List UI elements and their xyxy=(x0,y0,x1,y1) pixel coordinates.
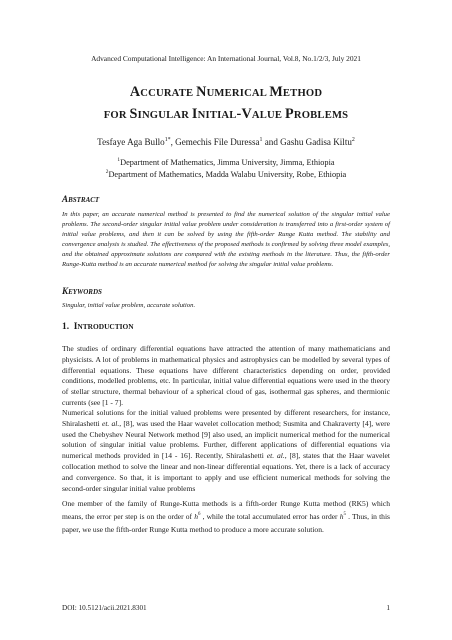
journal-header: Advanced Computational Intelligence: An International Journal, Vol.8, No.1/2/3, July 2021 xyxy=(91,54,361,63)
title-line-1: ACCURATE NUMERICAL METHOD xyxy=(129,84,323,100)
affiliations xyxy=(0,157,452,181)
intro-paragraph-2: Numerical solutions for the initial valued problems were presented by different researchers, for instance, Shiralashetti et. al., [8], was used the Haar wavelet collocation method; Susmita and Chakraverty [4], were used the Chebyshev Neural Network method [9] also used, an implicit numerical method for the numerical solution of singular initial value problems. Further, different applications of differential equations via numerical methods provided in [14 - 16]. Recently, Shiralashetti et. al., [8], states that the Haar wavelet collocation method to solve the linear and non-linear differential equations. Yet, there is a lack of accuracy and convergence. So that, it is important to apply and use efficient numerical methods for solving the second-order singular initial value problems xyxy=(62,408,390,493)
author-list: Tesfaye Aga Bullo$^{1*}$, Gemechis File Duressa$^1$ and Gashu Gadisa Kiltu$^2$ xyxy=(97,137,355,147)
author-name: , Gemechis File Duressa xyxy=(170,137,260,147)
abstract-text: In this paper, an accurate numerical method is presented to find the numerical solution of the singular initial value problems. The second-order singular initial value problem under consideration is transferred into a first-order system of initial value problems, and then it can be solved by using the fifth-order Runge Kutta method. The stability and convergence analysis is studied. The effectiveness of the proposed methods is confirmed by solving three model examples, and the obtained approximate solutions are compared with the existing methods in the literature. Thus, the fifth-order Runge-Kutta method is an accurate numerical method for solving the singular initial value problems. xyxy=(62,211,390,268)
keywords-text: Singular, initial value problem, accurate solution. xyxy=(62,302,196,309)
affiliation-2: $^2$Department of Mathematics, Madda Walabu University, Robe, Ethiopia xyxy=(105,168,347,179)
affiliation-1: $^1$Department of Mathematics, Jimma University, Jimma, Ethiopia xyxy=(117,157,335,167)
author-name: Tesfaye Aga Bullo xyxy=(97,137,165,147)
math-symbol-h: h xyxy=(194,512,198,522)
keywords-heading: KEYWORDS xyxy=(62,286,102,296)
math-symbol-h: h xyxy=(339,512,344,522)
footer-doi: DOI: 10.5121/acii.2021.8301 xyxy=(62,604,147,612)
author-name: and Gashu Gadisa Kiltu xyxy=(262,137,352,147)
section-heading-introduction: 1. INTRODUCTION xyxy=(62,322,134,332)
title-line-2: FOR SINGULAR INITIAL-VALUE PROBLEMS xyxy=(103,106,349,122)
intro-paragraph-1: The studies of ordinary differential equations have attracted the attention of many mathematicians and physicists. A lot of problems in mathematical physics and astrophysics can be modelled by several types of differential equations. These equations have different characteristics depending on order, provided conditions, modelled problems, etc. In particular, initial value differential equations were used in the theory of stellar structure, thermal behaviour of a spherical cloud of gas, isothermal gas spheres, and thermionic currents (see [1 - 7]. xyxy=(62,344,390,407)
paper-title xyxy=(0,82,452,126)
intro-paragraph-3: One member of the family of Runge-Kutta methods is a fifth-order Runge Kutta method (RK5) which means, the error per step is on the order of $h^6$ , while the total accumulated error has order $h^5$ . Thus, in this paper, we use the fifth-order Runge Kutta method to produce a more accurate solution. xyxy=(62,499,390,535)
page-number: 1 xyxy=(386,604,390,612)
abstract-heading: ABSTRACT xyxy=(62,194,100,204)
